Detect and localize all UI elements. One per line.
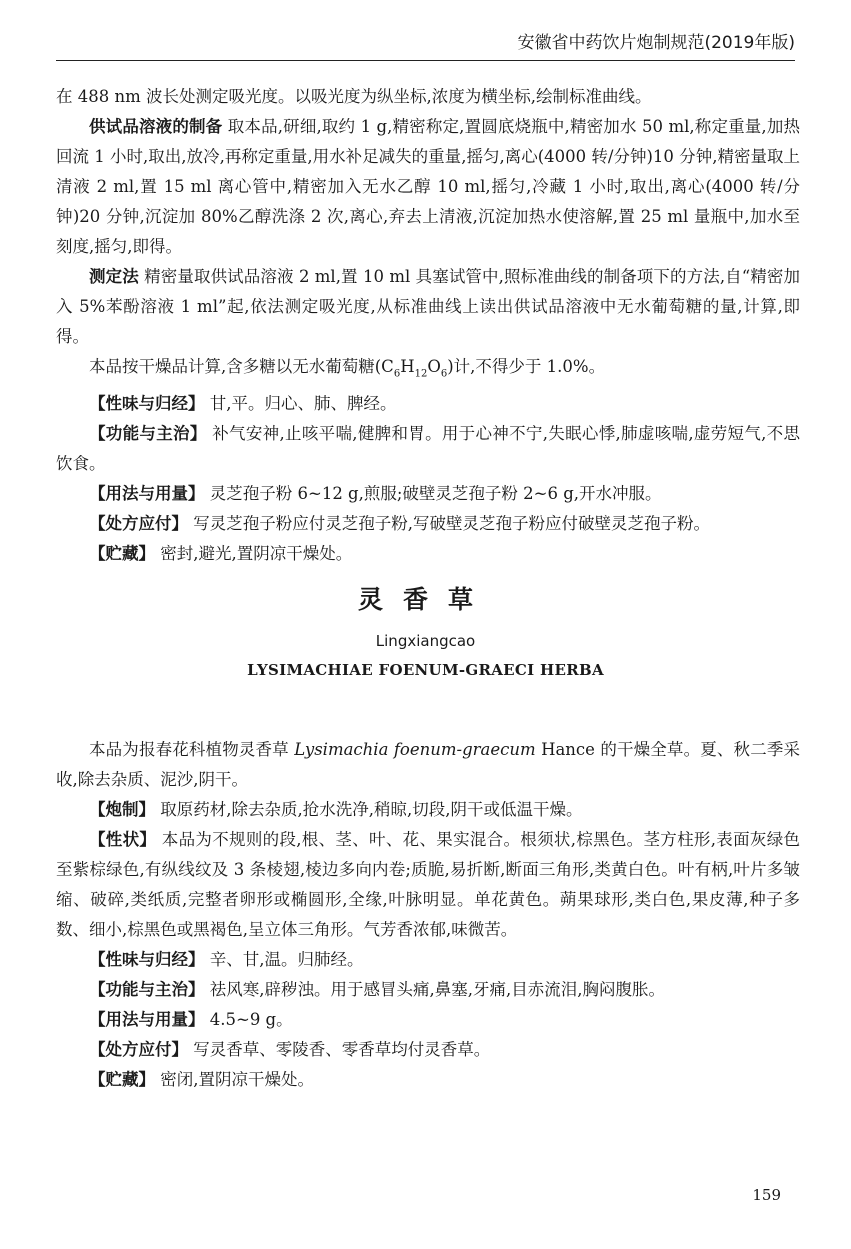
function-indication-label: 【功能与主治】 bbox=[89, 424, 207, 444]
characteristics-label: 【性状】 bbox=[89, 830, 157, 849]
content-limit-text-b: H bbox=[400, 357, 415, 376]
section-characteristics bbox=[56, 825, 800, 945]
section-processing bbox=[56, 795, 800, 825]
entry-property-meridian-text: 辛、甘,温。归肺经。 bbox=[209, 950, 364, 969]
property-meridian-text: 甘,平。归心、肺、脾经。 bbox=[209, 394, 397, 414]
assay-method-text: 精密量取供试品溶液 2 ml,置 10 ml 具塞试管中,照标准曲线的制备项下的方法,自“精密加入 5%苯酚溶液 1 ml”起,依法测定吸光度,从标准曲线上读出供试品溶液中无水葡萄糖的量,计算,即得。 bbox=[56, 267, 801, 346]
entry-section-usage-dosage bbox=[56, 1005, 800, 1035]
entry-usage-dosage-text: 4.5~9 g。 bbox=[209, 1010, 293, 1029]
intro-text-b: Hance 的干燥全草。夏、秋二季采收,除去杂质、泥沙,阴干。 bbox=[56, 740, 800, 789]
processing-text: 取原药材,除去杂质,抢水洗净,稍晾,切段,阴干或低温干燥。 bbox=[160, 800, 583, 819]
entry-body bbox=[56, 735, 800, 1095]
entry-section-prescription bbox=[56, 1035, 800, 1065]
characteristics-text: 本品为不规则的段,根、茎、叶、花、果实混合。根须状,棕黑色。茎方柱形,表面灰绿色至紫棕绿色,有纵线纹及 3 条棱翅,棱边多向内卷;质脆,易折断,断面三角形,类黄白色。叶有柄,叶片多皱缩、破碎,类纸质,完整者卵形或椭圆形,全缘,叶脉明显。单花黄色。蒴果球形,类白色,果皮薄,种子多数、细小,棕黑色或黑褐色,呈立体三角形。气芳香浓郁,味微苦。 bbox=[56, 830, 800, 939]
storage-label: 【贮藏】 bbox=[89, 544, 155, 564]
entry-intro bbox=[56, 735, 800, 795]
entry-section-property-meridian bbox=[56, 945, 800, 975]
function-indication-text: 补气安神,止咳平喘,健脾和胃。用于心神不宁,失眠心悸,肺虚咳喘,虚劳短气,不思饮食。 bbox=[56, 424, 800, 474]
species-name: Lysimachia foenum-graecum bbox=[294, 740, 536, 759]
entry-prescription-text: 写灵香草、零陵香、零香草均付灵香草。 bbox=[193, 1040, 491, 1059]
sample-preparation-text: 取本品,研细,取约 1 g,精密称定,置圆底烧瓶中,精密加水 50 ml,称定重量,加热回流 1 小时,取出,放冷,再称定重量,用水补足减失的重量,摇匀,离心(4000 转/分钟)10 分钟,精密量取上清液 2 ml,置 15 ml 离心管中,精密加入无水乙醇 10 ml,摇匀,冷藏 1 小时,取出,离心(4000 转/分钟)20 分钟,沉淀加 80%乙醇洗涤 2 次,离心,弃去上清液,沉淀加热水使溶解,置 25 ml 量瓶中,加水至刻度,摇匀,即得。 bbox=[56, 117, 801, 256]
previous-entry-continuation bbox=[56, 82, 800, 569]
usage-dosage-text: 灵芝孢子粉 6~12 g,煎服;破壁灵芝孢子粉 2~6 g,开水冲服。 bbox=[209, 484, 662, 504]
running-header: 安徽省中药饮片炮制规范(2019年版) bbox=[56, 26, 795, 61]
section-usage-dosage bbox=[56, 479, 800, 509]
entry-function-indication-label: 【功能与主治】 bbox=[89, 980, 205, 999]
entry-storage-text: 密闭,置阴凉干燥处。 bbox=[160, 1070, 314, 1089]
entry-pinyin: Lingxiangcao bbox=[375, 632, 476, 650]
entry-latin-name: LYSIMACHIAE FOENUM-GRAECI HERBA bbox=[247, 661, 604, 679]
entry-prescription-label: 【处方应付】 bbox=[89, 1040, 188, 1059]
entry-storage-label: 【贮藏】 bbox=[89, 1070, 155, 1089]
property-meridian-label: 【性味与归经】 bbox=[89, 394, 205, 414]
paragraph-assay-method bbox=[56, 262, 800, 352]
section-property-meridian bbox=[56, 389, 800, 419]
formula-sub-h: 12 bbox=[414, 368, 428, 380]
storage-text: 密封,避光,置阴凉干燥处。 bbox=[160, 544, 353, 564]
content-limit-text-d: )计,不得少于 1.0%。 bbox=[447, 357, 606, 376]
usage-dosage-label: 【用法与用量】 bbox=[89, 484, 205, 504]
sample-preparation-heading: 供试品溶液的制备 bbox=[89, 117, 223, 136]
intro-text-a: 本品为报春花科植物灵香草 bbox=[89, 740, 295, 759]
content-limit-text-c: O bbox=[427, 357, 441, 376]
paragraph-sample-preparation bbox=[56, 112, 800, 262]
assay-method-heading: 测定法 bbox=[89, 267, 139, 286]
section-function-indication bbox=[56, 419, 800, 479]
entry-function-indication-text: 祛风寒,辟秽浊。用于感冒头痛,鼻塞,牙痛,目赤流泪,胸闷腹胀。 bbox=[209, 980, 665, 999]
formula-sub-o: 6 bbox=[440, 368, 448, 380]
processing-label: 【炮制】 bbox=[89, 800, 155, 819]
entry-usage-dosage-label: 【用法与用量】 bbox=[89, 1010, 205, 1029]
prescription-label: 【处方应付】 bbox=[89, 514, 188, 534]
entry-title: 灵香草 bbox=[357, 585, 493, 614]
entry-section-function-indication bbox=[56, 975, 800, 1005]
entry-section-storage bbox=[56, 1065, 800, 1095]
section-storage bbox=[56, 539, 800, 569]
paragraph-measurement-wavelength: 在 488 nm 波长处测定吸光度。以吸光度为纵坐标,浓度为横坐标,绘制标准曲线。 bbox=[56, 87, 652, 106]
formula-sub-c: 6 bbox=[393, 368, 401, 380]
entry-property-meridian-label: 【性味与归经】 bbox=[89, 950, 205, 969]
prescription-text: 写灵芝孢子粉应付灵芝孢子粉,写破壁灵芝孢子粉应付破壁灵芝孢子粉。 bbox=[193, 514, 710, 534]
paragraph-content-limit bbox=[56, 352, 800, 389]
section-prescription bbox=[56, 509, 800, 539]
page-number: 159 bbox=[752, 1186, 781, 1204]
content-limit-text-a: 本品按干燥品计算,含多糖以无水葡萄糖(C bbox=[89, 357, 394, 376]
